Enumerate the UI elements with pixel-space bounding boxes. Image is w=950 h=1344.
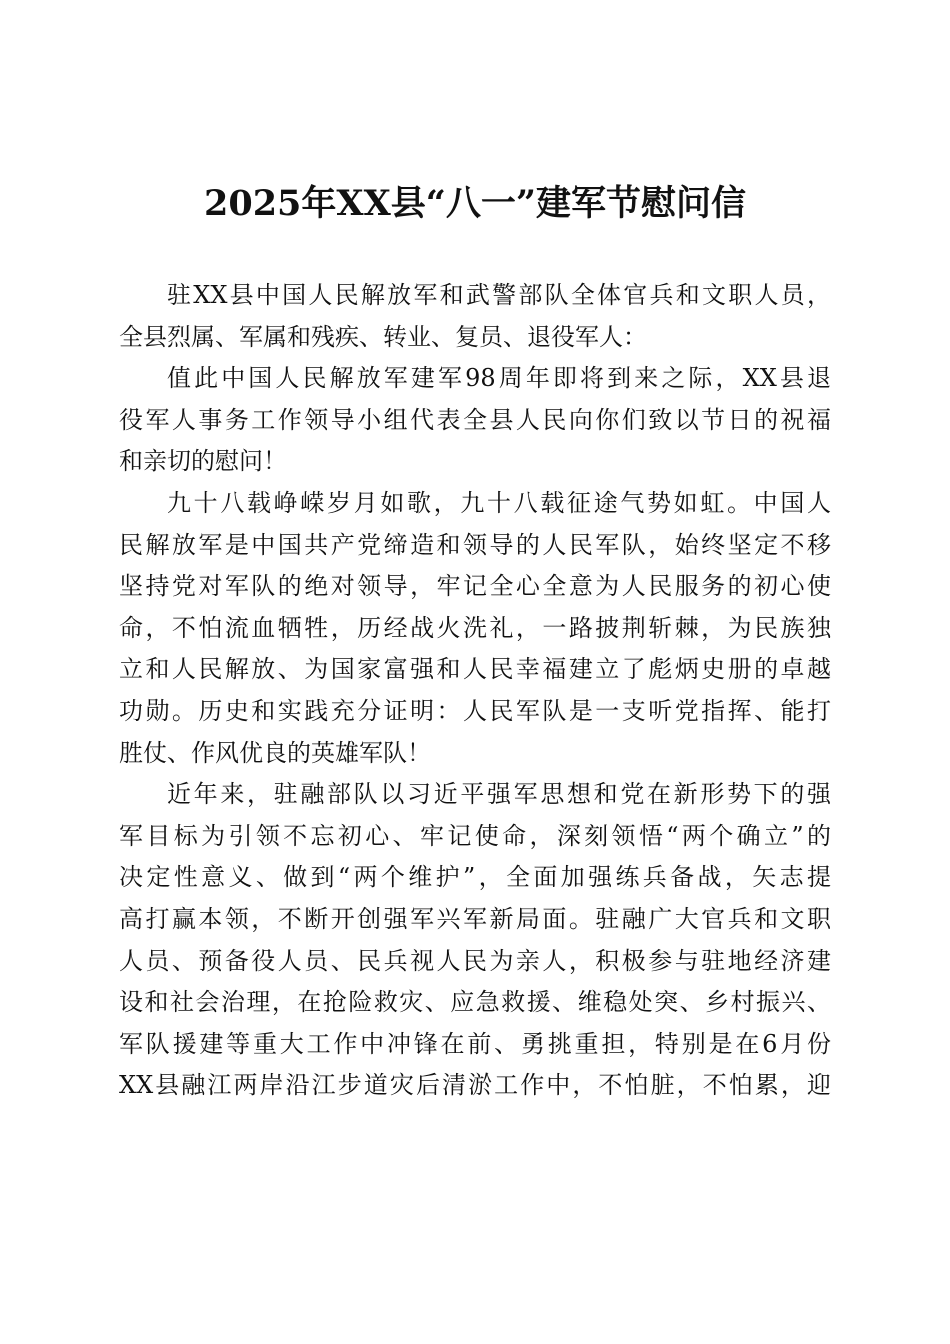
body-text-line: 值此中国人民解放军建军98周年即将到来之际，XX县退: [167, 364, 831, 393]
document-body: [119, 275, 831, 1107]
body-text-line: 近年来，驻融部队以习近平强军思想和党在新形势下的强: [167, 780, 831, 809]
body-text-line: 决定性意义、做到“两个维护”，全面加强练兵备战，矢志提: [119, 863, 831, 892]
body-text-line: 民解放军是中国共产党缔造和领导的人民军队，始终坚定不移: [119, 530, 831, 559]
body-text-line: 军目标为引领不忘初心、牢记使命，深刻领悟“两个确立”的: [119, 821, 831, 850]
body-text-line: 驻XX县中国人民解放军和武警部队全体官兵和文职人员，: [167, 281, 831, 309]
body-text-line: 立和人民解放、为国家富强和人民幸福建立了彪炳史册的卓越: [119, 655, 831, 684]
body-text-line: 和亲切的慰问！: [119, 447, 287, 476]
body-text-line: 坚持党对军队的绝对领导，牢记全心全意为人民服务的初心使: [119, 572, 831, 601]
body-text-line: 九十八载峥嵘岁月如歌，九十八载征途气势如虹。中国人: [167, 488, 831, 517]
body-text-line: 军队援建等重大工作中冲锋在前、勇挑重担，特别是在6月份: [119, 1029, 831, 1058]
body-text-line: 胜仗、作风优良的英雄军队！: [119, 738, 431, 767]
body-text-line: 高打赢本领，不断开创强军兴军新局面。驻融广大官兵和文职: [119, 904, 831, 933]
body-text-line: 全县烈属、军属和残疾、转业、复员、退役军人：: [119, 322, 647, 351]
body-text-line: 役军人事务工作领导小组代表全县人民向你们致以节日的祝福: [119, 405, 831, 434]
body-text-line: 设和社会治理，在抢险救灾、应急救援、维稳处突、乡村振兴、: [119, 988, 831, 1017]
document-title: 2025年XX县“八一”建军节慰问信: [204, 183, 746, 224]
body-text-line: 功勋。历史和实践充分证明：人民军队是一支听党指挥、能打: [119, 696, 831, 725]
body-text-line: 人员、预备役人员、民兵视人民为亲人，积极参与驻地经济建: [119, 946, 831, 975]
body-text-line: XX县融江两岸沿江步道灾后清淤工作中，不怕脏，不怕累，迎: [119, 1071, 831, 1100]
body-text-line: 命，不怕流血牺牲，历经战火洗礼，一路披荆斩棘，为民族独: [119, 613, 831, 642]
